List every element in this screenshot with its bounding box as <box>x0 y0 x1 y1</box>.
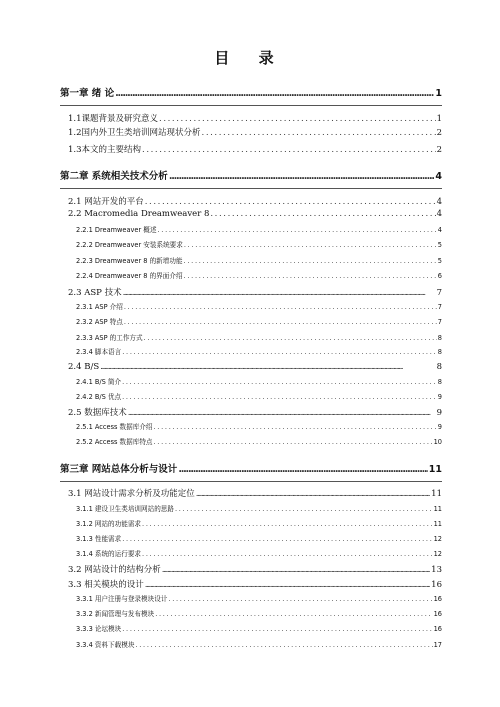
dot-leader <box>184 241 437 249</box>
toc-entry-label: 3.3.1 用户注册与登录模块设计 <box>76 595 168 603</box>
toc-entry-page-number: 9 <box>437 393 442 401</box>
toc-chapter-3[interactable] <box>60 461 442 475</box>
toc-entry-page-number: 12 <box>433 535 442 543</box>
dot-leader <box>142 550 433 558</box>
toc-chapter-1-page-number: 1 <box>435 88 442 99</box>
toc-entry-label: 2.2 Macromedia Dreamweaver 8 <box>68 209 210 219</box>
dot-leader <box>122 393 437 401</box>
toc-entry-page-number: 16 <box>433 610 442 618</box>
toc-entry[interactable] <box>60 503 442 513</box>
toc-entry[interactable] <box>60 639 442 649</box>
toc-entry-label: 2.2.3 Dreamweaver 8 的新增功能 <box>76 257 183 265</box>
dot-leader <box>157 226 436 234</box>
toc-entry-page-number: 1 <box>436 114 442 124</box>
toc-entry-label: 2.5.1 Access 数据库介绍 <box>76 423 153 431</box>
toc-entry-page-number: 12 <box>433 550 442 558</box>
toc-entry-page-number: 7 <box>437 303 442 311</box>
toc-entry-page-number: 11 <box>433 505 442 513</box>
toc-entry[interactable] <box>60 255 442 265</box>
toc-entry-page-number: 13 <box>431 565 442 575</box>
toc-chapter-2-page-number: 4 <box>435 171 442 182</box>
toc-entry[interactable] <box>60 195 442 207</box>
dot-leader <box>184 272 437 280</box>
toc-entry[interactable] <box>60 209 442 219</box>
chapter-divider <box>60 481 442 482</box>
toc-entry-page-number: 11 <box>431 489 442 499</box>
toc-entry-label: 3.2 网站设计的结构分析 <box>68 565 161 575</box>
toc-entry-page-number: 4 <box>436 197 442 207</box>
dot-leader <box>184 257 437 265</box>
toc-entry-label: 3.1.4 系统的运行要求 <box>76 550 142 558</box>
toc-entry-page-number: 5 <box>437 257 442 265</box>
dot-leader <box>154 423 437 431</box>
toc-entry-label: 3.1.3 性能需求 <box>76 535 122 543</box>
dot-leader <box>154 438 433 446</box>
toc-entry-page-number: 7 <box>436 288 442 298</box>
toc-entry-page-number: 7 <box>437 318 442 326</box>
toc-entry-page-number: 10 <box>433 438 442 446</box>
toc-entry[interactable] <box>60 301 442 311</box>
toc-entry[interactable] <box>60 346 442 356</box>
dot-leader <box>142 520 433 528</box>
toc-entry-label: 2.4 B/S <box>68 362 100 372</box>
toc-entry-label: 2.2.1 Dreamweaver 概述 <box>76 226 157 234</box>
toc-entry-page-number: 4 <box>436 209 442 219</box>
toc-entry-page-number: 9 <box>437 423 442 431</box>
toc-entry[interactable] <box>60 623 442 633</box>
toc-entry-label: 1.3本文的主要结构 <box>68 145 142 155</box>
toc-entry-label: 3.3.2 新闻管理与发布模块 <box>76 610 155 618</box>
toc-entry-page-number: 8 <box>436 362 442 372</box>
dot-leader <box>162 565 430 575</box>
toc-entry-page-number: 16 <box>433 595 442 603</box>
toc-chapter-3-label: 第三章 网站总体分析与设计 <box>60 464 178 475</box>
toc-entry-page-number: 4 <box>437 226 442 234</box>
toc-entry-label: 2.5.2 Access 数据库特点 <box>76 438 153 446</box>
dot-leader <box>175 505 433 513</box>
dot-leader <box>124 318 437 326</box>
toc-entry-label: 3.3.3 论坛模块 <box>76 625 122 633</box>
toc-entry-page-number: 8 <box>437 348 442 356</box>
dot-leader <box>178 464 427 475</box>
dot-leader <box>145 580 430 590</box>
toc-entry[interactable] <box>60 391 442 401</box>
toc-entry-page-number: 16 <box>431 580 442 590</box>
toc-entry[interactable] <box>60 487 442 499</box>
dot-leader <box>128 408 436 418</box>
dot-leader <box>122 535 432 543</box>
toc-entry-page-number: 8 <box>437 334 442 342</box>
dot-leader <box>115 88 434 99</box>
toc-entry-page-number: 16 <box>433 625 442 633</box>
toc-entry-label: 2.3.4 脚本语言 <box>76 348 122 356</box>
dot-leader <box>155 610 432 618</box>
toc-entry[interactable] <box>60 421 442 431</box>
toc-entry-label: 2.2.2 Dreamweaver 安装系统要求 <box>76 241 183 249</box>
chapter-divider <box>60 105 442 106</box>
toc-chapter-3-page-number: 11 <box>428 464 442 475</box>
toc-entry-label: 1.1课题背景及研究意义 <box>68 114 159 124</box>
toc-entry-label: 2.1 网站开发的平台 <box>68 197 144 207</box>
toc-entry-label: 3.1.1 建设卫生类培训网站的思路 <box>76 505 174 513</box>
toc-entry-label: 3.3.4 资料下载模块 <box>76 641 135 649</box>
toc-entry-page-number: 11 <box>433 520 442 528</box>
toc-entry-label: 1.2国内外卫生类培训网站现状分析 <box>68 128 201 138</box>
toc-entry[interactable] <box>60 436 442 446</box>
dot-leader <box>124 303 437 311</box>
toc-chapter-2[interactable] <box>60 168 442 182</box>
chapter-divider <box>60 188 442 189</box>
toc-entry[interactable] <box>60 316 442 326</box>
toc-entry-page-number: 9 <box>436 408 442 418</box>
toc-entry-label: 2.4.2 B/S 优点 <box>76 393 122 401</box>
toc-entry-label: 2.3.2 ASP 特点 <box>76 318 123 326</box>
toc-entry[interactable] <box>60 608 442 618</box>
toc-entry-page-number: 2 <box>436 128 442 138</box>
dot-leader <box>168 595 432 603</box>
toc-entry[interactable] <box>60 593 442 603</box>
dot-leader <box>100 362 435 372</box>
dot-leader <box>159 114 436 124</box>
toc-entry[interactable] <box>60 112 442 124</box>
toc-entry[interactable] <box>60 578 442 590</box>
dot-leader <box>210 209 435 219</box>
toc-entry-label: 3.3 相关模块的设计 <box>68 580 144 590</box>
dot-leader <box>196 489 430 499</box>
toc-entry-label: 2.3.3 ASP 的工作方式 <box>76 334 143 342</box>
toc-chapter-1-label: 第一章 绪 论 <box>60 88 115 99</box>
toc-entry[interactable] <box>60 548 442 558</box>
dot-leader <box>123 288 436 298</box>
toc-entry-page-number: 8 <box>437 378 442 386</box>
dot-leader <box>135 641 432 649</box>
dot-leader <box>144 334 437 342</box>
dot-leader <box>122 348 437 356</box>
toc-entry[interactable] <box>60 332 442 342</box>
toc-entry[interactable] <box>60 224 442 234</box>
toc-entry-page-number: 5 <box>437 241 442 249</box>
toc-entry-page-number: 2 <box>436 145 442 155</box>
toc-entry[interactable] <box>60 270 442 280</box>
toc-entry-page-number: 6 <box>437 272 442 280</box>
page-title: 目 录 <box>214 49 286 67</box>
toc-entry-label: 3.1 网站设计需求分析及功能定位 <box>68 489 195 499</box>
toc-entry[interactable] <box>60 563 442 575</box>
toc-chapter-1[interactable] <box>60 85 442 99</box>
dot-leader <box>202 128 436 138</box>
toc-entry[interactable] <box>60 239 442 249</box>
toc-entry-label: 2.3 ASP 技术 <box>68 288 122 298</box>
toc-entry[interactable] <box>60 533 442 543</box>
toc-entry-label: 2.5 数据库技术 <box>68 408 127 418</box>
toc-entry[interactable] <box>60 376 442 386</box>
dot-leader <box>122 378 437 386</box>
toc-entry[interactable] <box>60 286 442 298</box>
toc-entry[interactable] <box>60 143 442 155</box>
toc-chapter-2-label: 第二章 系统相关技术分析 <box>60 171 168 182</box>
toc-entry-label: 2.4.1 B/S 简介 <box>76 378 122 386</box>
toc-entry[interactable] <box>60 406 442 418</box>
toc-entry[interactable] <box>60 518 442 528</box>
dot-leader <box>142 145 436 155</box>
toc-entry[interactable] <box>60 362 442 372</box>
toc-entry-page-number: 17 <box>433 641 442 649</box>
toc-entry-label: 3.1.2 网站的功能需求 <box>76 520 142 528</box>
toc-entry[interactable] <box>60 126 442 138</box>
toc-entry-label: 2.2.4 Dreamweaver 8 的界面介绍 <box>76 272 183 280</box>
dot-leader <box>122 625 432 633</box>
dot-leader <box>169 171 435 182</box>
toc-entry-label: 2.3.1 ASP 介绍 <box>76 303 123 311</box>
dot-leader <box>145 197 436 207</box>
